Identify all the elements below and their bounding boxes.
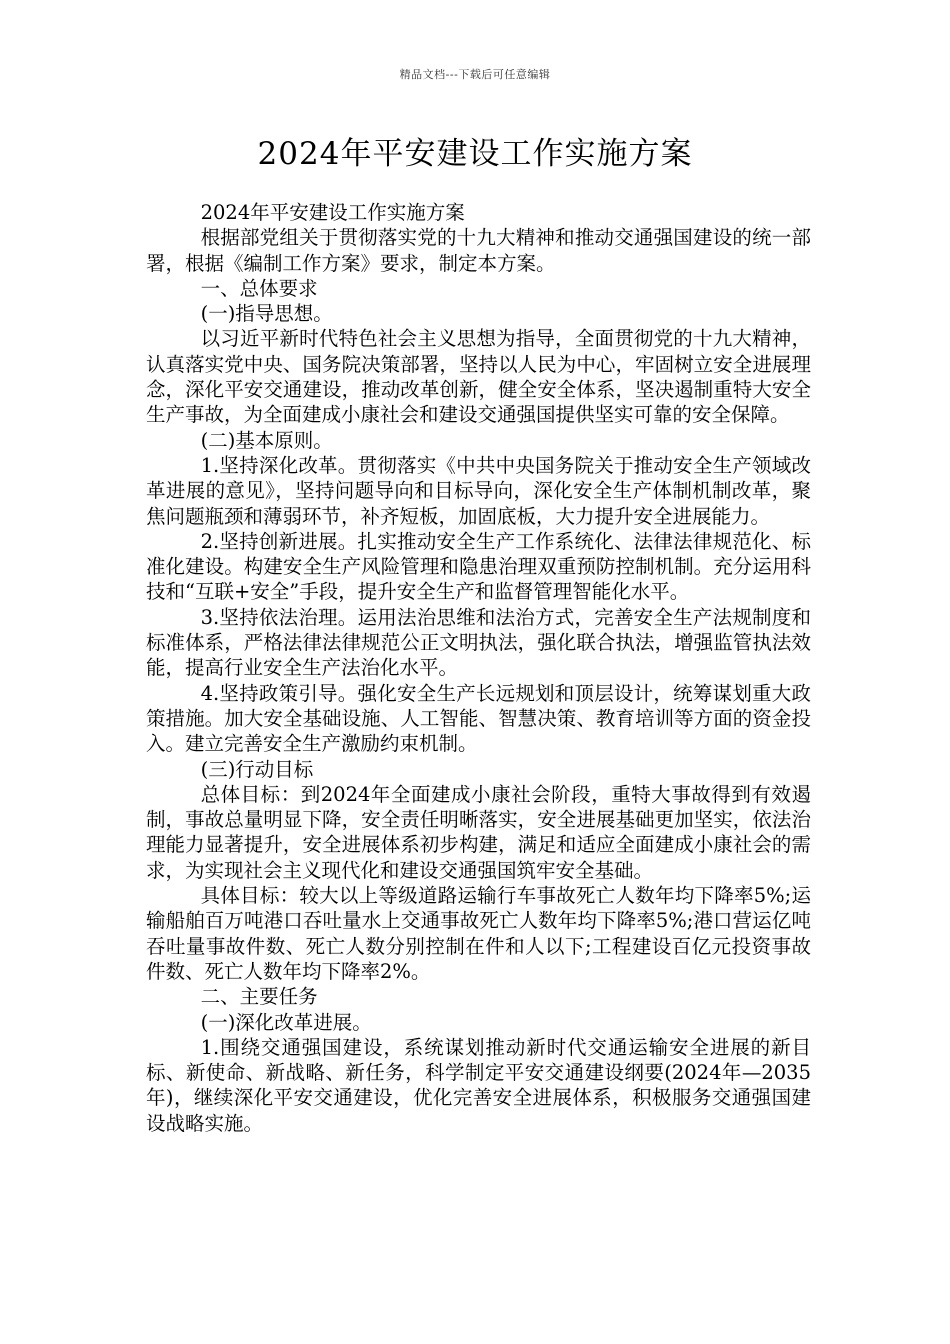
body-paragraph: 1.围绕交通强国建设，系统谋划推动新时代交通运输安全进展的新目标、新使命、新战略、新任务，科学制定平安交通建设纲要(2024年—2035年)，继续深化平安交通建设，优化完善安全进展体系，积极服务交通强国建设战略实施。 xyxy=(146,1035,811,1135)
document-title: 2024年平安建设工作实施方案 xyxy=(257,136,693,172)
document-body xyxy=(146,200,811,1136)
section-heading: 一、总体要求 xyxy=(200,276,318,300)
subsection-heading: (三)行动目标 xyxy=(200,757,314,781)
body-paragraph: 3.坚持依法治理。运用法治思维和法治方式，完善安全生产法规制度和标准体系，严格法律法律规范公正文明执法，强化联合执法，增强监管执法效能，提高行业安全生产法治化水平。 xyxy=(146,605,811,680)
header-note: 精品文档---下载后可任意编辑 xyxy=(399,68,551,81)
body-paragraph: 总体目标：到2024年全面建成小康社会阶段，重特大事故得到有效遏制，事故总量明显下降，安全责任明晰落实，安全进展基础更加坚实，依法治理能力显著提升，安全进展体系初步构建，满足和适应全面建成小康社会的需求，为实现社会主义现代化和建设交通强国筑牢安全基础。 xyxy=(146,782,811,882)
body-paragraph: 2.坚持创新进展。扎实推动安全生产工作系统化、法律法律规范化、标准化建设。构建安全生产风险管理和隐患治理双重预防控制机制。充分运用科技和“互联+安全”手段，提升安全生产和监督管理智能化水平。 xyxy=(146,529,811,604)
subsection-heading: (二)基本原则。 xyxy=(200,428,333,452)
body-paragraph: 具体目标：较大以上等级道路运输行车事故死亡人数年均下降率5%;运输船舶百万吨港口吞吐量水上交通事故死亡人数年均下降率5%;港口营运亿吨吞吐量事故件数、死亡人数分别控制在件和人以下;工程建设百亿元投资事故件数、死亡人数年均下降率2%。 xyxy=(146,884,811,983)
body-paragraph: 根据部党组关于贯彻落实党的十九大精神和推动交通强国建设的统一部署，根据《编制工作方案》要求，制定本方案。 xyxy=(146,226,811,275)
section-heading: 二、主要任务 xyxy=(200,985,318,1009)
subsection-heading: (一)深化改革进展。 xyxy=(200,1010,372,1034)
body-paragraph: 1.坚持深化改革。贯彻落实《中共中央国务院关于推动安全生产领域改革进展的意见》，坚持问题导向和目标导向，深化安全生产体制机制改革，聚焦问题瓶颈和薄弱环节，补齐短板，加固底板，大力提升安全进展能力。 xyxy=(146,453,811,528)
body-paragraph: 2024年平安建设工作实施方案 xyxy=(200,201,465,224)
body-paragraph: 以习近平新时代特色社会主义思想为指导，全面贯彻党的十九大精神，认真落实党中央、国务院决策部署，坚持以人民为中心，牢固树立安全进展理念，深化平安交通建设，推动改革创新，健全安全体系，坚决遏制重特大安全生产事故，为全面建成小康社会和建设交通强国提供坚实可靠的安全保障。 xyxy=(146,327,811,427)
body-paragraph: 4.坚持政策引导。强化安全生产长远规划和顶层设计，统筹谋划重大政策措施。加大安全基础设施、人工智能、智慧决策、教育培训等方面的资金投入。建立完善安全生产激励约束机制。 xyxy=(146,681,811,756)
subsection-heading: (一)指导思想。 xyxy=(200,302,333,326)
